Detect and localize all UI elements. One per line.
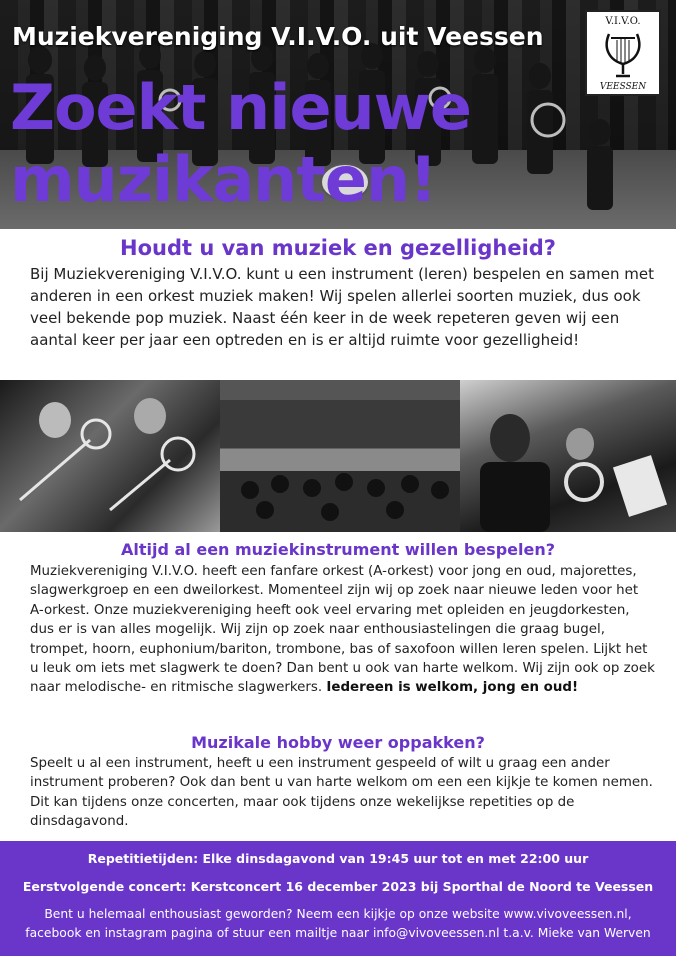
section2-text: Muziekvereniging V.I.V.O. heeft een fanfare orkest (A-orkest) voor jong en oud, majorettes, slagwerkgroep en een dweilorkest. Momenteel zijn wij op zoek naar nieuwe leden voor het A-orkest. Onze muziekvereniging heeft ook veel ervaring met opleiden en jeugdorkesten, dus er is van alles mogelijk. Wij zijn op zoek naar enthousiastelingen die graag bugel, trompet, hoorn, euphonium/bariton, trombone, bas of saxofoon willen leren spelen. Lijkt het u leuk om iets met slagwerk te doen? Dan bent u ook van harte welkom. Wij zijn ook op zoek naar melodische- en ritmische slagwerkers.	[30, 564, 655, 696]
rehearsal-times: Repetitietijden: Elke dinsdagavond van 19:45 uur tot en met 22:00 uur	[87, 851, 589, 866]
contact-line1: Bent u helemaal enthousiast geworden? Neem een kijkje op onze website www.vivoveessen.nl,	[44, 907, 632, 921]
photo-brass-players	[0, 380, 220, 532]
photo-musicians-closeup	[460, 380, 676, 532]
footer-info-panel	[0, 841, 676, 956]
next-concert: Eerstvolgende concert: Kerstconcert 16 december 2023 bij Sporthal de Noord te Veessen	[22, 879, 654, 894]
section3-text: Speelt u al een instrument, heeft u een instrument gespeeld of wilt u graag een ander instrument proberen? Ook dan bent u van harte welkom om een een kijkje te komen nemen. Dit kan tijdens onze concerten, maar ook tijdens onze wekelijkse repetities op de dinsdagavond.	[30, 756, 653, 830]
hero-title	[10, 72, 570, 216]
photo-musicians-closeup-graphic	[460, 380, 676, 532]
section1-text: Bij Muziekvereniging V.I.V.O. kunt u een instrument (leren) bespelen en samen met anderen in een orkest muziek maken! Wij spelen allerlei soorten muziek, dus ook veel bekende pop muziek. Naast één keer in de week repeteren geven wij een aantal keer per jaar een optreden en is er altijd ruimte voor gezelligheid!	[30, 265, 654, 349]
hero-title-line1: Zoekt nieuwe	[10, 71, 471, 144]
hero-subtitle: Muziekvereniging V.I.V.O. uit Veessen	[12, 22, 544, 51]
logo-bottom-text: VEESSEN	[599, 82, 647, 92]
section2-bold-text: Iedereen is welkom, jong en oud!	[326, 680, 579, 696]
hero-banner	[0, 0, 676, 229]
photo-concert-hall	[220, 380, 460, 532]
photo-strip	[0, 380, 676, 532]
lyre-icon	[601, 30, 645, 80]
logo-top-text: V.I.V.O.	[605, 16, 641, 27]
section3-heading: Muzikale hobby weer oppakken?	[191, 733, 485, 752]
section2-heading: Altijd al een muziekinstrument willen bespelen?	[120, 540, 556, 559]
hero-title-line2: muzikanten!	[10, 143, 437, 216]
contact-line2: facebook en instagram pagina of stuur een mailtje naar info@vivoveessen.nl t.a.v. Mieke van Werven	[25, 926, 651, 940]
photo-brass-players-graphic	[0, 380, 220, 532]
section1-heading: Houdt u van muziek en gezelligheid?	[120, 236, 556, 260]
vivo-logo	[585, 10, 661, 96]
photo-concert-hall-graphic	[220, 380, 460, 532]
section2-body	[30, 562, 655, 698]
